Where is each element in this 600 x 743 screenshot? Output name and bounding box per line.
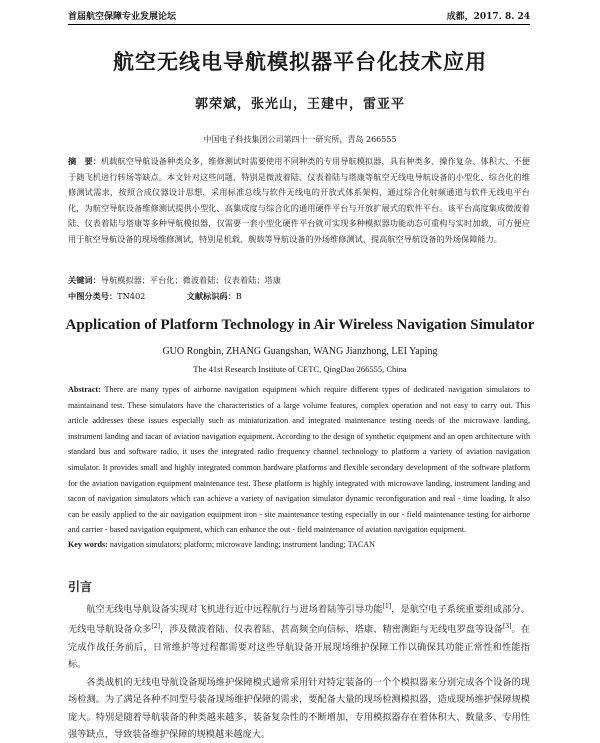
english-keywords-label: Key words: [68,540,108,549]
citation-3: [3] [502,623,512,631]
chinese-authors: 郭荣斌，张光山，王建中，雷亚平 [194,97,405,112]
intro-p1-part-b: ，是航空电子系统重要组成部分。无线电导航设备众多 [68,604,531,636]
intro-p1-part-d: 。在完成作战任务前后，日常维护等过程都需要对这些导航设备开展现场维护保障工作以确保其功能正常性和性能指标。 [68,624,531,671]
intro-paragraph-2: 各类战机的无线电导航设备现场维护保障模式通常采用针对特定装备的一个个模拟器来分别完成各个设备的现场检测。为了满足各种不同型号装备现场维护保障的需求，要配备大量的现场检测模拟器，造成现场维护保障规模庞大。特别是随着导航装备的种类越来越多，装备复杂性的不断增加，专用模拟器存在着体积大、数量多、专用性强等缺点，导致装备维护保障的规模越来越庞大。 [68,676,530,740]
running-header [68,9,530,22]
section-heading-introduction: 引言 [68,580,93,594]
english-authors: GUO Rongbin, ZHANG Guangshan, WANG Jianzhong, LEI Yaping [162,346,438,357]
intro-p1-part-a: 航空无线电导航设备实现对飞机进行近中远程航行与进场着陆等引导功能 [86,604,383,616]
chinese-abstract [68,154,530,248]
introduction-body [68,598,530,743]
english-abstract-label: Abstract: [68,385,101,394]
chinese-title: 航空无线电导航模拟器平台化技术应用 [113,49,487,74]
chinese-abstract-text: 机载航空导航设备种类众多，维修测试时需要使用不同种类的专用导航模拟器，具有种类多、操作复杂、体积大、不便于随飞机进行转场等缺点。本文针对这些问题，特别是微波着陆、仪表着陆与塔康等航空无线电导航设备的小型化、综合化的维修测试需求，按照合成仪器设计思想，采用标准总线与软件无线电的开放式体系架构，通过综合化射频通道与软件无线电平台化，为航空导航设备维修测试提供小型化、高集成度与综合化的通用硬件平台与开放扩展式的软件平台。该平台高度集成微波着陆、仪表着陆与塔康等多种导航模拟器，仅需要一套小型化硬件平台就可实现多种模拟器功能动态可重构与实时加载，可方便应用于航空导航设备的现场维修测试，特别是机载、舰载等导航设备的外场维修测试，提高航空导航设备的外场保障能力。 [68,156,530,244]
clc-label: 中图分类号： [68,291,118,301]
english-abstract [68,382,530,538]
classification-line [68,291,242,302]
chinese-keywords-text: 导航模拟器；平台化；微波着陆；仪表着陆；塔康 [100,275,281,285]
english-abstract-text: There are many types of airborne navigation equipment which require different types of dedicated navigation simulators to maintainand test. These simulators have the characteristics of a large volume features, complex operation and not easy to carry out. This article addresses these issues especially such as miniaturization and integrated maintenance testing needs of the microwave landing, instrument landing and tacan of aviation navigation equipment. According to the design of synthetic equipment and an open architecture with standard bus and software radio, it uses the integrated radio frequency channel technology to platform a variety of aviation navigation simulator. It provides small and highly integrated common hardware platforms and flexible secondary development of the software platform for the aviation navigation equipment maintenance test. These platform is highly integrated with microwave landing, instrument landing and tacon of navigation simulators which can achieve a variety of navigation simulator dynamic reconfiguration and real - time loading. It also can be easily applied to the air navigation equipment iron - site maintenance testing especially in our - field maintenance testing for airborne and carrier - based navigation equipment, which can enhance the out - field maintenance of aviation navigation equipment. [68,385,530,535]
doc-code-label: 文献标识码： [186,291,236,301]
citation-2: [2] [151,623,160,631]
citation-1: [1] [382,603,392,610]
chinese-affiliation: 中国电子科技集团公司第四十一研究所，青岛 266555 [203,135,397,144]
english-affiliation: The 41st Research Institute of CETC, QingDao 266555, China [193,364,407,374]
intro-paragraph-1 [68,598,530,674]
english-keywords-text: navigation simulators; platform; microwave landing; instrument landing; TACAN [109,540,375,549]
clc-value: TN402 [117,291,146,301]
english-keywords [68,540,530,549]
doc-code-value: B [235,291,242,301]
chinese-keywords-label: 关键词： [68,275,101,285]
header-forum: 首届航空保障专业发展论坛 [68,12,177,22]
header-divider [68,24,530,25]
chinese-abstract-label: 摘 要： [68,156,102,166]
header-location-date: 成都，2017. 8. 24 [446,12,530,22]
intro-p1-part-c: ，涉及微波着陆、仪表着陆、甚高频全向信标、塔康、精密测距与无线电罗盘等设备 [159,624,503,636]
chinese-keywords [68,275,281,286]
english-title: Application of Platform Technology in Air Wireless Navigation Simulator [65,317,535,333]
